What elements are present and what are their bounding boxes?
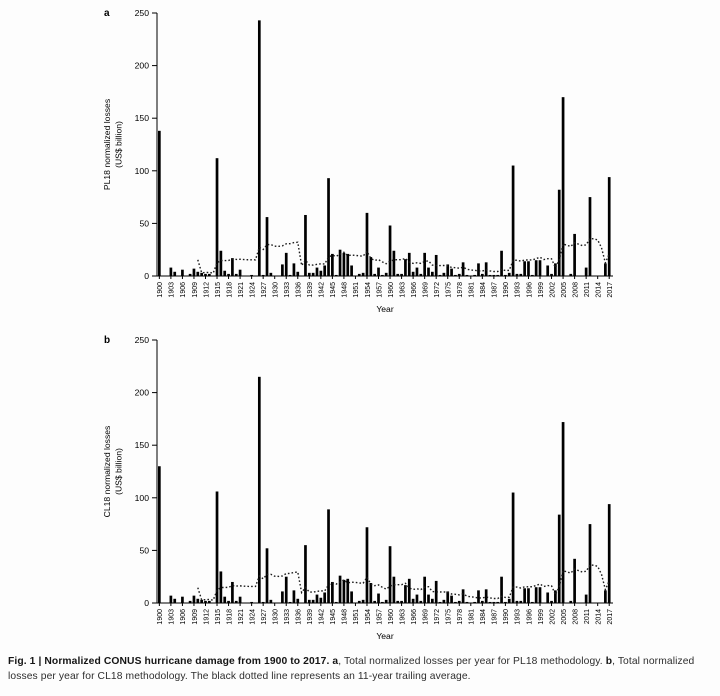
bar-1954 xyxy=(366,213,369,276)
bar-1973 xyxy=(439,602,442,603)
x-axis-title-b: Year xyxy=(376,631,394,641)
bar-1908 xyxy=(189,601,192,603)
bar-1993 xyxy=(516,601,519,603)
x-tick-label: 2002 xyxy=(549,282,557,298)
bar-1987 xyxy=(493,275,496,276)
x-tick-label: 1990 xyxy=(503,609,511,625)
bar-1982 xyxy=(473,602,476,603)
bar-1980 xyxy=(466,602,469,603)
x-tick-label: 1915 xyxy=(214,282,222,298)
bar-1987 xyxy=(493,602,496,603)
bar-1926 xyxy=(258,20,261,276)
x-tick-label: 1972 xyxy=(433,609,441,625)
bar-2017 xyxy=(608,504,611,603)
bar-1971 xyxy=(431,272,434,276)
x-tick-label: 1927 xyxy=(260,282,268,298)
bar-1988 xyxy=(496,602,499,603)
x-tick-label: 2011 xyxy=(583,282,591,298)
bar-2012 xyxy=(589,197,592,276)
bar-1944 xyxy=(327,178,330,276)
bar-1982 xyxy=(473,275,476,276)
bar-1920 xyxy=(235,274,238,276)
bar-1929 xyxy=(270,273,273,276)
bar-1928 xyxy=(266,548,269,603)
bar-1996 xyxy=(527,588,530,603)
bar-2012 xyxy=(589,524,592,603)
y-tick-label: 0 xyxy=(144,598,149,608)
y-tick-label: 50 xyxy=(139,545,149,556)
bar-1998 xyxy=(535,587,538,603)
bar-1933 xyxy=(285,253,288,276)
bar-1939 xyxy=(308,600,311,603)
bar-1969 xyxy=(423,253,426,276)
bar-1936 xyxy=(296,272,299,276)
bar-1933 xyxy=(285,577,288,603)
x-tick-label: 1948 xyxy=(341,282,349,298)
x-tick-label: 2002 xyxy=(549,609,557,625)
bar-1992 xyxy=(512,166,515,276)
bar-1959 xyxy=(385,273,388,276)
x-tick-label: 1960 xyxy=(387,282,395,298)
x-tick-label: 2017 xyxy=(607,609,615,625)
bar-2016 xyxy=(604,590,607,603)
x-tick-label: 1957 xyxy=(376,282,384,298)
bar-1938 xyxy=(304,215,307,276)
plot-area-a xyxy=(135,8,614,298)
y-tick-label: 150 xyxy=(134,440,149,451)
bar-1935 xyxy=(293,263,296,276)
bar-1921 xyxy=(239,270,242,276)
x-tick-label: 2017 xyxy=(607,282,615,298)
x-axis-title-a: Year xyxy=(376,304,394,314)
bar-1903 xyxy=(170,596,173,603)
bar-1985 xyxy=(485,589,488,603)
x-tick-label: 1987 xyxy=(491,609,499,625)
bar-1917 xyxy=(223,271,226,276)
x-tick-label: 1924 xyxy=(249,609,257,625)
bar-2001 xyxy=(546,592,549,603)
bar-1983 xyxy=(477,263,480,276)
bar-1919 xyxy=(231,258,234,276)
y-tick-label: 100 xyxy=(134,165,149,176)
bar-1940 xyxy=(312,600,315,603)
bar-1927 xyxy=(262,602,265,603)
bar-1939 xyxy=(308,273,311,276)
bar-1976 xyxy=(450,596,453,603)
x-tick-label: 1906 xyxy=(180,282,188,298)
x-tick-label: 1921 xyxy=(237,282,245,298)
bar-1948 xyxy=(343,580,346,603)
x-tick-label: 1939 xyxy=(307,282,315,298)
bar-1921 xyxy=(239,597,242,603)
bar-1915 xyxy=(216,158,219,276)
bar-1942 xyxy=(319,598,322,603)
x-tick-label: 1966 xyxy=(410,282,418,298)
bar-1979 xyxy=(462,262,465,276)
x-tick-label: 1996 xyxy=(526,282,534,298)
bar-1938 xyxy=(304,545,307,603)
x-tick-label: 1993 xyxy=(514,609,522,625)
bar-1926 xyxy=(258,377,261,603)
bar-1932 xyxy=(281,591,284,603)
figure-caption xyxy=(8,654,716,684)
bar-1947 xyxy=(339,576,342,603)
x-tick-label: 1975 xyxy=(445,609,453,625)
bar-1943 xyxy=(323,265,326,276)
x-tick-label: 1993 xyxy=(514,282,522,298)
y-tick-label: 50 xyxy=(139,218,149,229)
x-tick-label: 1963 xyxy=(399,609,407,625)
bar-1940 xyxy=(312,273,315,276)
y-tick-label: 100 xyxy=(134,492,149,503)
bar-1997 xyxy=(531,275,534,276)
bar-1918 xyxy=(227,274,230,276)
x-tick-label: 1933 xyxy=(284,609,292,625)
bar-1944 xyxy=(327,509,330,603)
bar-1958 xyxy=(381,275,384,276)
bar-1953 xyxy=(362,600,365,603)
bar-1965 xyxy=(408,253,411,276)
x-tick-label: 1942 xyxy=(318,282,326,298)
bar-1974 xyxy=(443,273,446,276)
bar-1960 xyxy=(389,226,392,276)
chart-a xyxy=(0,0,720,330)
bar-1952 xyxy=(358,601,361,603)
x-tick-label: 1972 xyxy=(433,282,441,298)
y-tick-label: 0 xyxy=(144,271,149,281)
bar-1912 xyxy=(204,274,207,276)
bar-1980 xyxy=(466,275,469,276)
y-axis-title-b-line1: CL18 normalized losses xyxy=(102,425,112,518)
bar-1961 xyxy=(393,251,396,276)
bar-1906 xyxy=(181,597,184,603)
x-tick-label: 1975 xyxy=(445,282,453,298)
bar-2011 xyxy=(585,595,588,603)
x-tick-label: 1954 xyxy=(364,609,372,625)
bar-1956 xyxy=(373,601,376,603)
y-axis-title-a-line2: (US$ billion) xyxy=(113,121,124,168)
bar-1996 xyxy=(527,261,530,276)
bar-1990 xyxy=(504,275,507,276)
caption-b-label: b xyxy=(605,656,613,667)
bar-1991 xyxy=(508,599,511,603)
bar-1977 xyxy=(454,602,457,603)
bar-1995 xyxy=(523,588,526,603)
bar-1978 xyxy=(458,274,461,276)
bar-1936 xyxy=(296,599,299,603)
bar-1967 xyxy=(416,268,419,276)
bar-1909 xyxy=(193,596,196,603)
bar-1960 xyxy=(389,546,392,603)
bar-1913 xyxy=(208,601,211,603)
bar-1954 xyxy=(366,527,369,603)
y-tick-label: 200 xyxy=(134,60,149,71)
caption-a-label: a xyxy=(332,656,339,667)
y-tick-label: 200 xyxy=(134,387,149,398)
bar-1966 xyxy=(412,272,415,276)
bar-1990 xyxy=(504,602,507,603)
x-tick-label: 1954 xyxy=(364,282,372,298)
bar-2017 xyxy=(608,177,611,276)
y-tick-label: 250 xyxy=(134,8,149,18)
x-tick-label: 1903 xyxy=(168,609,176,625)
bar-1961 xyxy=(393,577,396,603)
bar-1999 xyxy=(539,587,542,603)
bar-1945 xyxy=(331,582,334,603)
bar-1969 xyxy=(423,577,426,603)
x-tick-label: 1963 xyxy=(399,282,407,298)
x-tick-label: 1990 xyxy=(503,282,511,298)
bar-1941 xyxy=(316,268,319,276)
bar-1986 xyxy=(489,602,492,603)
x-tick-label: 1957 xyxy=(376,609,384,625)
y-tick-label: 150 xyxy=(134,113,149,124)
x-tick-label: 1936 xyxy=(295,282,303,298)
bar-1966 xyxy=(412,599,415,603)
x-tick-label: 1909 xyxy=(191,609,199,625)
x-tick-label: 1945 xyxy=(330,609,338,625)
bar-1904 xyxy=(173,272,176,276)
bar-2011 xyxy=(585,268,588,276)
x-tick-label: 1960 xyxy=(387,609,395,625)
bar-1934 xyxy=(289,602,292,603)
bar-1994 xyxy=(519,274,522,276)
bar-1950 xyxy=(350,265,353,276)
x-tick-label: 2005 xyxy=(560,609,568,625)
bar-1956 xyxy=(373,274,376,276)
bar-1985 xyxy=(485,262,488,276)
x-tick-label: 1921 xyxy=(237,609,245,625)
bar-1995 xyxy=(523,261,526,276)
bar-1924 xyxy=(250,602,253,603)
x-tick-label: 1906 xyxy=(180,609,188,625)
bar-2016 xyxy=(604,263,607,276)
x-tick-label: 1915 xyxy=(214,609,222,625)
bar-1948 xyxy=(343,253,346,276)
bar-1958 xyxy=(381,602,384,603)
bar-1978 xyxy=(458,601,461,603)
x-tick-label: 1951 xyxy=(353,282,361,298)
x-tick-label: 2011 xyxy=(583,609,591,625)
x-tick-label: 1900 xyxy=(157,609,165,625)
x-tick-label: 1918 xyxy=(226,609,234,625)
bar-1949 xyxy=(346,254,349,276)
bar-1984 xyxy=(481,274,484,276)
x-tick-label: 2005 xyxy=(560,282,568,298)
bar-1965 xyxy=(408,579,411,603)
bar-1911 xyxy=(200,600,203,603)
x-tick-label: 1966 xyxy=(410,609,418,625)
bar-1997 xyxy=(531,602,534,603)
bar-1916 xyxy=(220,571,223,603)
bar-1910 xyxy=(196,272,199,276)
x-tick-label: 2014 xyxy=(595,282,603,298)
bar-1991 xyxy=(508,273,511,276)
bar-1950 xyxy=(350,591,353,603)
bar-1915 xyxy=(216,491,219,603)
x-tick-label: 1903 xyxy=(168,282,176,298)
bar-2008 xyxy=(573,559,576,603)
bar-1989 xyxy=(500,251,503,276)
bar-1971 xyxy=(431,599,434,603)
x-tick-label: 1984 xyxy=(480,609,488,625)
x-tick-label: 1912 xyxy=(203,609,211,625)
bar-1917 xyxy=(223,597,226,603)
bar-1988 xyxy=(496,275,499,276)
bar-1962 xyxy=(396,601,399,603)
bar-1973 xyxy=(439,275,442,276)
x-tick-label: 1927 xyxy=(260,609,268,625)
bar-1983 xyxy=(477,590,480,603)
bar-1968 xyxy=(419,274,422,276)
x-tick-label: 1945 xyxy=(330,282,338,298)
bar-1904 xyxy=(173,599,176,603)
bar-1912 xyxy=(204,601,207,603)
bar-1909 xyxy=(193,269,196,276)
bar-2007 xyxy=(569,274,572,276)
bar-1963 xyxy=(400,601,403,603)
bar-1964 xyxy=(404,259,407,276)
x-tick-label: 1912 xyxy=(203,282,211,298)
bar-1906 xyxy=(181,270,184,276)
bar-1989 xyxy=(500,577,503,603)
bar-1957 xyxy=(377,268,380,276)
x-tick-label: 1984 xyxy=(480,282,488,298)
bar-1941 xyxy=(316,595,319,603)
x-tick-label: 1978 xyxy=(457,609,465,625)
bar-1910 xyxy=(196,599,199,603)
x-tick-label: 1978 xyxy=(457,282,465,298)
x-tick-label: 1936 xyxy=(295,609,303,625)
bar-1927 xyxy=(262,275,265,276)
bar-1979 xyxy=(462,589,465,603)
bar-1952 xyxy=(358,274,361,276)
x-tick-label: 1987 xyxy=(491,282,499,298)
x-tick-label: 1996 xyxy=(526,609,534,625)
bar-1998 xyxy=(535,260,538,276)
bar-1974 xyxy=(443,600,446,603)
panel-label-a: a xyxy=(104,8,110,19)
panel-label-b: b xyxy=(104,335,111,346)
x-tick-label: 1933 xyxy=(284,282,292,298)
x-tick-label: 1924 xyxy=(249,282,257,298)
x-tick-label: 1951 xyxy=(353,609,361,625)
bar-1970 xyxy=(427,595,430,603)
bar-1946 xyxy=(335,275,338,276)
bar-1913 xyxy=(208,274,211,276)
x-tick-label: 1969 xyxy=(422,282,430,298)
x-tick-label: 2008 xyxy=(572,282,580,298)
bar-1943 xyxy=(323,592,326,603)
bar-2002 xyxy=(550,601,553,603)
y-tick-label: 250 xyxy=(134,335,149,345)
bar-2002 xyxy=(550,274,553,276)
x-tick-label: 2008 xyxy=(572,609,580,625)
x-tick-label: 1999 xyxy=(537,609,545,625)
bar-1976 xyxy=(450,269,453,276)
x-tick-label: 1981 xyxy=(468,609,476,625)
bar-1986 xyxy=(489,275,492,276)
bar-1953 xyxy=(362,273,365,276)
bar-1984 xyxy=(481,601,484,603)
bar-1964 xyxy=(404,585,407,603)
x-tick-label: 1942 xyxy=(318,609,326,625)
bar-1959 xyxy=(385,600,388,603)
bar-1924 xyxy=(250,275,253,276)
bar-1968 xyxy=(419,601,422,603)
bar-1945 xyxy=(331,254,334,276)
x-tick-label: 1939 xyxy=(307,609,315,625)
bar-1911 xyxy=(200,273,203,276)
bar-1918 xyxy=(227,601,230,603)
bar-1920 xyxy=(235,601,238,603)
bar-1967 xyxy=(416,595,419,603)
bar-1970 xyxy=(427,268,430,276)
x-tick-label: 1930 xyxy=(272,609,280,625)
bar-1942 xyxy=(319,271,322,276)
x-tick-label: 1948 xyxy=(341,609,349,625)
chart-b xyxy=(0,327,720,657)
bar-1955 xyxy=(369,583,372,603)
x-tick-label: 1930 xyxy=(272,282,280,298)
x-tick-label: 1969 xyxy=(422,609,430,625)
bar-1957 xyxy=(377,594,380,603)
bar-1977 xyxy=(454,275,457,276)
bar-2001 xyxy=(546,265,549,276)
bar-1908 xyxy=(189,274,192,276)
x-tick-label: 2014 xyxy=(595,609,603,625)
plot-area-b xyxy=(135,335,614,625)
bar-1994 xyxy=(519,601,522,603)
bar-1916 xyxy=(220,251,223,276)
x-tick-label: 1918 xyxy=(226,282,234,298)
x-tick-label: 1999 xyxy=(537,282,545,298)
bar-2007 xyxy=(569,601,572,603)
x-tick-label: 1909 xyxy=(191,282,199,298)
bar-1963 xyxy=(400,274,403,276)
bar-1900 xyxy=(158,466,161,603)
bar-1934 xyxy=(289,275,292,276)
bar-1929 xyxy=(270,600,273,603)
y-axis-title-b-line2: (US$ billion) xyxy=(113,448,124,495)
bar-1993 xyxy=(516,274,519,276)
bar-2008 xyxy=(573,234,576,276)
caption-a-text: , Total normalized losses per year for PL18 methodology. xyxy=(338,656,603,667)
bar-1955 xyxy=(369,257,372,276)
bar-1935 xyxy=(293,590,296,603)
bar-1999 xyxy=(539,260,542,276)
x-tick-label: 1900 xyxy=(157,282,165,298)
bar-1900 xyxy=(158,131,161,276)
bar-1962 xyxy=(396,274,399,276)
bar-1932 xyxy=(281,264,284,276)
caption-b-text: , Total normalized losses per year for CL18 methodology. The black dotted line represents an 11-year trailing average. xyxy=(8,656,695,683)
x-tick-label: 1981 xyxy=(468,282,476,298)
caption-bold-lead: Fig. 1 | Normalized CONUS hurricane damage from 1900 to 2017. xyxy=(8,656,330,667)
y-axis-title-a-line1: PL18 normalized losses xyxy=(102,98,112,191)
bar-1946 xyxy=(335,602,338,603)
bar-1903 xyxy=(170,268,173,276)
